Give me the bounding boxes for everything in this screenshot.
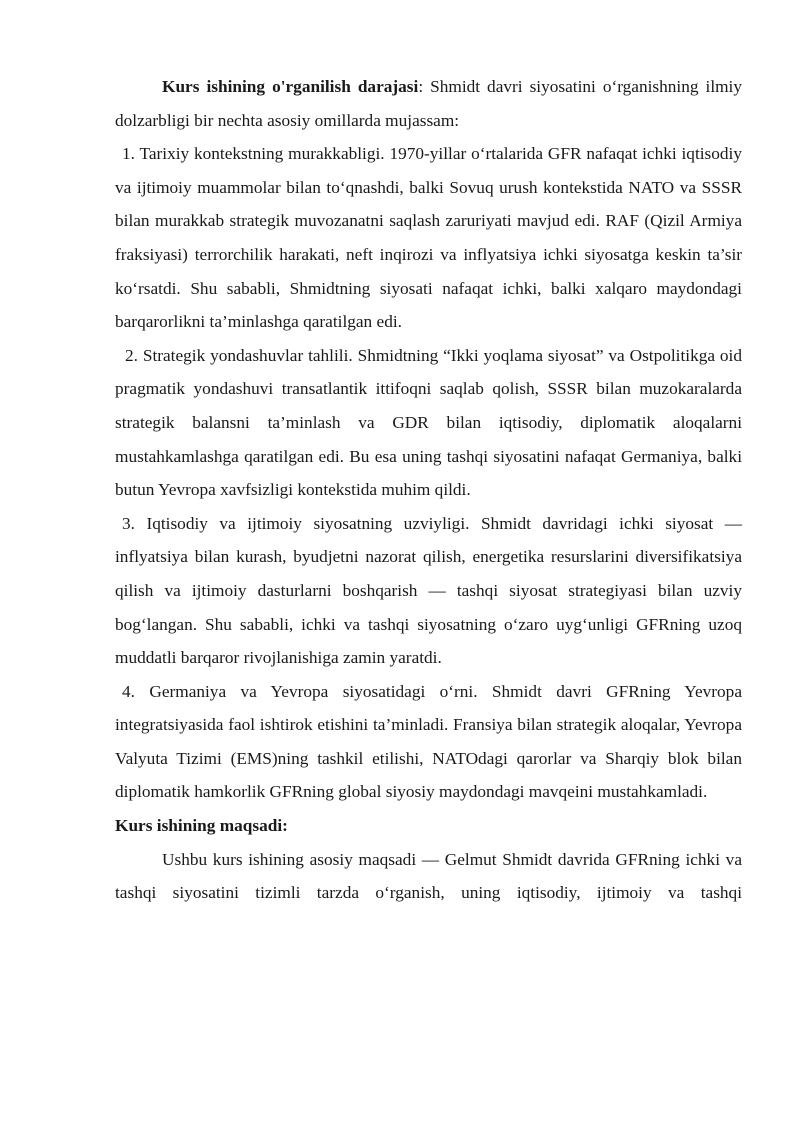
intro-text: : Shmidt davri siyosatini o‘rganishning ilmiy dolzarbligi bir nechta asosiy omillarda mujassam: — [115, 77, 743, 130]
document-body — [115, 70, 742, 910]
goal-heading: Kurs ishining maqsadi: — [115, 816, 288, 836]
list-item-3: 3. Iqtisodiy va ijtimoiy siyosatning uzviyligi. Shmidt davridagi ichki siyosat — inflyatsiya bilan kurash, byudjetni nazorat qilish, energetika resurslarini diversifikatsiya qilish va ijtimoiy dasturlarni boshqarish — tashqi siyosat strategiyasi bilan uzviy bog‘langan. Shu sababli, ichki va tashqi siyosatning o‘zaro uyg‘unligi GFRning uzoq muddatli barqaror rivojlanishiga zamin yaratdi. — [115, 513, 742, 668]
list-item-1: 1. Tarixiy kontekstning murakkabligi. 1970-yillar o‘rtalarida GFR nafaqat ichki iqtisodiy va ijtimoiy muammolar bilan to‘qnashdi, balki Sovuq urush kontekstida NATO va SSSR bilan murakkab strategik muvozanatni saqlash zaruriyati mavjud edi. RAF (Qizil Armiya fraksiyasi) terrorchilik harakati, neft inqirozi va inflyatsiya ichki siyosatga keskin ta’sir ko‘rsatdi. Shu sababli, Shmidtning siyosati nafaqat ichki, balki xalqaro maydondagi barqarorlikni ta’minlashga qaratilgan edi. — [115, 144, 742, 332]
intro-paragraph — [115, 70, 742, 137]
goal-paragraph: Ushbu kurs ishining asosiy maqsadi — Gelmut Shmidt davrida GFRning ichki va tashqi siyosatini tizimli tarzda o‘rganish, uning iqtisodiy, ijtimoiy va tashqi — [115, 849, 742, 903]
intro-bold-lead: Kurs ishining o'rganilish darajasi — [162, 77, 419, 96]
list-item-4: 4. Germaniya va Yevropa siyosatidagi o‘rni. Shmidt davri GFRning Yevropa integratsiyasida faol ishtirok etishini ta’minladi. Fransiya bilan strategik aloqalar, Yevropa Valyuta Tizimi (EMS)ning tashkil etilishi, NATOdagi qarorlar va Sharqiy blok bilan diplomatik hamkorlik GFRning global siyosiy maydondagi mavqeini mustahkamladi. — [115, 681, 742, 802]
list-item-2: 2. Strategik yondashuvlar tahlili. Shmidtning “Ikki yoqlama siyosat” va Ostpolitikga oid pragmatik yondashuvi transatlantik ittifoqni saqlab qolish, SSSR bilan muzokaralarda strategik balansni ta’minlash va GDR bilan iqtisodiy, diplomatik aloqalarni mustahkamlashga qaratilgan edi. Bu esa uning tashqi siyosatini nafaqat Germaniya, balki butun Yevropa xavfsizligi kontekstida muhim qildi. — [115, 345, 742, 500]
